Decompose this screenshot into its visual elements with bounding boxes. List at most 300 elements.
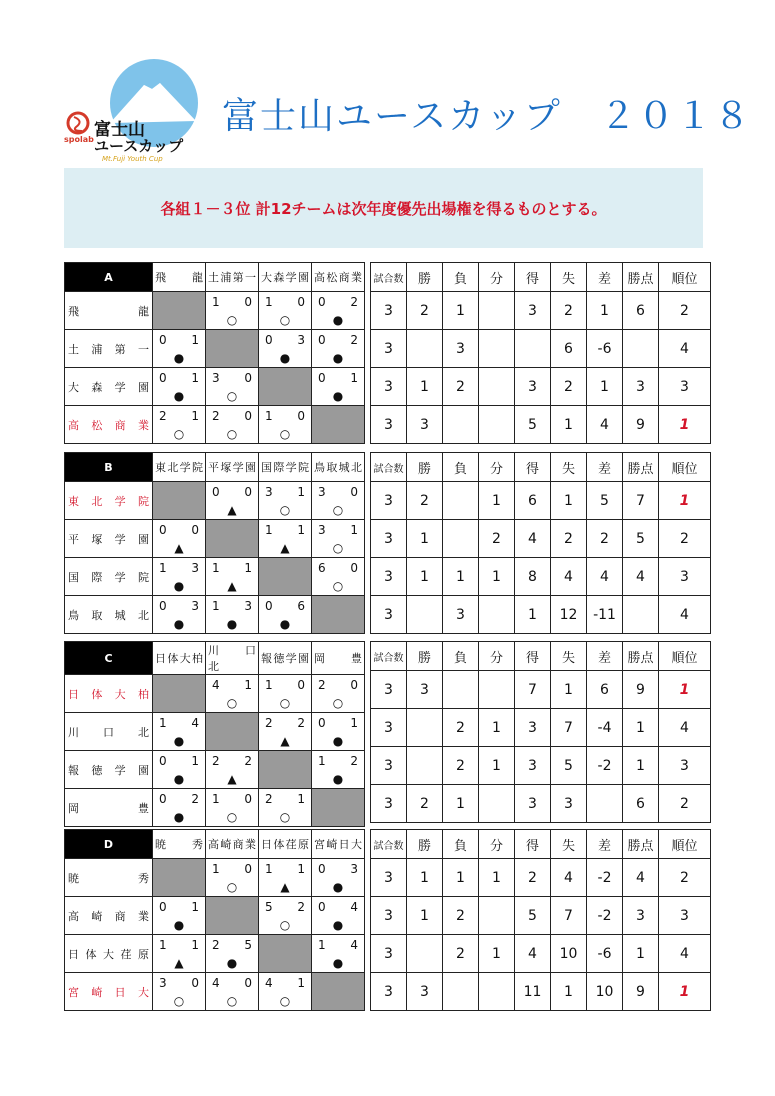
self-match-cell [312, 596, 365, 634]
rank-cell: 3 [659, 747, 711, 785]
rank-cell: 2 [659, 520, 711, 558]
match-matrix [64, 452, 365, 634]
column-team-name: 高崎商業 [206, 830, 259, 859]
standings-table [370, 262, 659, 444]
stat-cell [587, 785, 623, 823]
stat-cell: 6 [587, 671, 623, 709]
rank-cell: 2 [659, 785, 711, 823]
match-result [206, 973, 259, 1011]
match-matrix [64, 262, 365, 444]
header-ga: 失 [551, 263, 587, 292]
stat-cell: 1 [407, 368, 443, 406]
goals-for: 0 [159, 371, 167, 385]
standings-row [371, 596, 659, 634]
row-team-name: 東北学院 [65, 482, 153, 520]
rank-row [659, 973, 711, 1011]
goals-for: 1 [212, 792, 220, 806]
goals-against: 0 [244, 976, 252, 990]
goals-against: 1 [350, 371, 358, 385]
column-team-name: 日体荏原 [259, 830, 312, 859]
stat-cell: -6 [587, 330, 623, 368]
match-result [259, 713, 312, 751]
group-label: B [65, 453, 153, 482]
goals-against: 0 [244, 409, 252, 423]
logo-text-line2: ユースカップ [94, 137, 184, 155]
goals-for: 4 [265, 976, 273, 990]
stat-cell [407, 935, 443, 973]
stat-cell: 6 [623, 785, 659, 823]
goals-against: 2 [350, 295, 358, 309]
stat-cell: 1 [407, 558, 443, 596]
header-win: 勝 [407, 263, 443, 292]
rank-cell: 1 [659, 671, 711, 709]
stat-cell [479, 292, 515, 330]
column-team-name: 岡 豊 [312, 642, 365, 675]
column-team-name: 暁 秀 [153, 830, 206, 859]
goals-against: 0 [244, 485, 252, 499]
stat-cell: 5 [551, 747, 587, 785]
row-team-name: 土浦第一 [65, 330, 153, 368]
result-mark: ▲ [227, 503, 237, 517]
stat-cell: 4 [551, 859, 587, 897]
rank-row [659, 292, 711, 330]
header-played: 試合数 [371, 830, 407, 859]
result-mark: ● [332, 389, 344, 403]
match-result [153, 751, 206, 789]
standings-row [371, 482, 659, 520]
result-mark: ○ [173, 427, 185, 441]
header-draw: 分 [479, 263, 515, 292]
match-result [312, 558, 365, 596]
self-match-cell [259, 935, 312, 973]
goals-for: 0 [318, 862, 326, 876]
match-result [206, 751, 259, 789]
stat-cell: 1 [479, 747, 515, 785]
stat-cell: 3 [407, 406, 443, 444]
match-result [153, 935, 206, 973]
goals-against: 0 [350, 678, 358, 692]
stat-cell: 4 [515, 520, 551, 558]
stat-cell: 5 [623, 520, 659, 558]
stat-cell: 3 [515, 709, 551, 747]
stat-cell: 9 [623, 973, 659, 1011]
match-result [312, 292, 365, 330]
stat-cell: 7 [551, 709, 587, 747]
stat-cell [479, 785, 515, 823]
stat-cell: 3 [371, 596, 407, 634]
match-result [206, 859, 259, 897]
goals-for: 5 [265, 900, 273, 914]
standings-row [371, 330, 659, 368]
stat-cell: 3 [371, 785, 407, 823]
header-win: 勝 [407, 642, 443, 671]
match-result [259, 897, 312, 935]
match-result [153, 330, 206, 368]
team-row [65, 292, 365, 330]
rank-cell: 1 [659, 973, 711, 1011]
stat-cell: 2 [515, 859, 551, 897]
goals-against: 3 [191, 561, 199, 575]
header-played: 試合数 [371, 453, 407, 482]
column-team-name: 飛 龍 [153, 263, 206, 292]
self-match-cell [153, 482, 206, 520]
match-result [312, 368, 365, 406]
goals-against: 0 [244, 295, 252, 309]
stat-cell: 3 [371, 406, 407, 444]
goals-for: 1 [212, 561, 220, 575]
stat-cell: 4 [515, 935, 551, 973]
goals-for: 0 [159, 754, 167, 768]
match-result [259, 520, 312, 558]
row-team-name: 飛 龍 [65, 292, 153, 330]
header-win: 勝 [407, 453, 443, 482]
column-team-name: 鳥取城北 [312, 453, 365, 482]
column-team-name: 川 口 北 [206, 642, 259, 675]
self-match-cell [206, 520, 259, 558]
stat-cell: 2 [407, 482, 443, 520]
standings-row [371, 935, 659, 973]
stat-cell [443, 973, 479, 1011]
result-mark: ● [173, 351, 185, 365]
goals-against: 1 [191, 333, 199, 347]
column-team-name: 宮崎日大 [312, 830, 365, 859]
header-rank: 順位 [659, 453, 711, 482]
goals-for: 3 [318, 485, 326, 499]
goals-against: 3 [350, 862, 358, 876]
goals-against: 2 [297, 716, 305, 730]
header-ga: 失 [551, 453, 587, 482]
stat-cell [515, 330, 551, 368]
goals-against: 0 [244, 792, 252, 806]
result-mark: ● [332, 734, 344, 748]
match-result [206, 406, 259, 444]
header-loss: 負 [443, 263, 479, 292]
stat-cell [623, 596, 659, 634]
stat-cell: 3 [371, 859, 407, 897]
goals-against: 1 [297, 485, 305, 499]
team-row [65, 330, 365, 368]
goals-against: 1 [191, 371, 199, 385]
stat-cell: 1 [479, 482, 515, 520]
result-mark: ▲ [227, 772, 237, 786]
stat-cell: 1 [623, 747, 659, 785]
result-mark: ▲ [174, 541, 184, 555]
goals-for: 3 [212, 371, 220, 385]
rank-row [659, 785, 711, 823]
goals-for: 1 [212, 599, 220, 613]
stat-cell [623, 330, 659, 368]
result-mark: ○ [279, 503, 291, 517]
match-result [206, 558, 259, 596]
stat-cell: 1 [479, 859, 515, 897]
row-team-name: 川 口 北 [65, 713, 153, 751]
stat-cell: 2 [551, 292, 587, 330]
rank-row [659, 709, 711, 747]
stat-cell: 3 [623, 368, 659, 406]
team-row [65, 482, 365, 520]
self-match-cell [206, 330, 259, 368]
result-mark: ● [173, 734, 185, 748]
standings-table [370, 829, 659, 1011]
goals-against: 1 [297, 792, 305, 806]
match-result [206, 368, 259, 406]
stat-cell: 1 [479, 558, 515, 596]
self-match-cell [206, 897, 259, 935]
goals-for: 2 [212, 409, 220, 423]
column-team-name: 大森学園 [259, 263, 312, 292]
row-team-name: 国際学院 [65, 558, 153, 596]
goals-for: 1 [265, 523, 273, 537]
team-row [65, 935, 365, 973]
stat-cell: 10 [587, 973, 623, 1011]
rank-cell: 3 [659, 368, 711, 406]
goals-for: 6 [318, 561, 326, 575]
row-team-name: 鳥取城北 [65, 596, 153, 634]
self-match-cell [312, 973, 365, 1011]
goals-for: 0 [318, 371, 326, 385]
match-result [153, 897, 206, 935]
match-result [153, 789, 206, 827]
match-result [259, 859, 312, 897]
stat-cell: 3 [371, 558, 407, 596]
result-mark: ○ [279, 313, 291, 327]
stat-cell: 1 [407, 859, 443, 897]
stat-cell: 4 [551, 558, 587, 596]
goals-for: 2 [159, 409, 167, 423]
goals-against: 1 [191, 754, 199, 768]
match-result [312, 520, 365, 558]
header-rank: 順位 [659, 830, 711, 859]
rank-cell: 1 [659, 482, 711, 520]
column-team-name: 国際学院 [259, 453, 312, 482]
stat-cell: 1 [623, 935, 659, 973]
header-points: 勝点 [623, 263, 659, 292]
stat-cell [443, 482, 479, 520]
header-gf: 得 [515, 830, 551, 859]
self-match-cell [153, 859, 206, 897]
rank-row [659, 482, 711, 520]
stat-cell: 1 [551, 406, 587, 444]
goals-for: 4 [212, 678, 220, 692]
match-result [206, 482, 259, 520]
team-row [65, 751, 365, 789]
stat-cell: 6 [623, 292, 659, 330]
goals-for: 1 [265, 295, 273, 309]
stat-cell [479, 406, 515, 444]
rank-row [659, 859, 711, 897]
standings-row [371, 897, 659, 935]
rank-table [658, 262, 711, 444]
logo-brand: spolab [64, 135, 94, 144]
goals-for: 1 [265, 862, 273, 876]
stat-cell: 3 [515, 785, 551, 823]
stat-cell: 10 [551, 935, 587, 973]
goals-against: 1 [191, 938, 199, 952]
result-mark: ○ [226, 313, 238, 327]
rank-cell: 4 [659, 596, 711, 634]
result-mark: ○ [279, 918, 291, 932]
match-result [206, 789, 259, 827]
row-team-name: 高松商業 [65, 406, 153, 444]
stat-cell: 1 [587, 292, 623, 330]
notice-banner [64, 168, 703, 248]
stat-cell: 3 [515, 747, 551, 785]
goals-for: 0 [318, 333, 326, 347]
result-mark: ▲ [227, 579, 237, 593]
goals-against: 0 [244, 371, 252, 385]
header-ga: 失 [551, 642, 587, 671]
stat-cell [479, 596, 515, 634]
stat-cell: 3 [371, 671, 407, 709]
stat-cell: 2 [443, 747, 479, 785]
header-points: 勝点 [623, 642, 659, 671]
goals-against: 0 [191, 523, 199, 537]
match-result [259, 482, 312, 520]
goals-for: 1 [265, 409, 273, 423]
stat-cell: 1 [443, 785, 479, 823]
stat-cell: 2 [443, 935, 479, 973]
rank-row [659, 747, 711, 785]
goals-against: 4 [350, 938, 358, 952]
column-team-name: 報徳学園 [259, 642, 312, 675]
header-points: 勝点 [623, 453, 659, 482]
result-mark: ○ [226, 427, 238, 441]
header-draw: 分 [479, 453, 515, 482]
stat-cell: 1 [551, 671, 587, 709]
goals-against: 0 [297, 295, 305, 309]
goals-for: 0 [318, 295, 326, 309]
result-mark: ● [173, 579, 185, 593]
result-mark: ● [279, 617, 291, 631]
header-diff: 差 [587, 263, 623, 292]
team-row [65, 789, 365, 827]
standings-row [371, 558, 659, 596]
team-row [65, 859, 365, 897]
header-rank: 順位 [659, 642, 711, 671]
result-mark: ○ [226, 880, 238, 894]
stat-cell: 3 [371, 292, 407, 330]
row-team-name: 宮崎日大 [65, 973, 153, 1011]
team-row [65, 520, 365, 558]
goals-for: 0 [318, 900, 326, 914]
goals-against: 0 [244, 862, 252, 876]
stat-cell [443, 520, 479, 558]
result-mark: ● [332, 351, 344, 365]
match-result [312, 859, 365, 897]
goals-against: 2 [244, 754, 252, 768]
stat-cell: 2 [551, 520, 587, 558]
standings-row [371, 292, 659, 330]
goals-against: 5 [244, 938, 252, 952]
stat-cell: 5 [515, 897, 551, 935]
goals-against: 6 [297, 599, 305, 613]
stat-cell: 9 [623, 406, 659, 444]
stat-cell: 3 [371, 897, 407, 935]
match-result [312, 482, 365, 520]
match-result [312, 713, 365, 751]
rank-row [659, 330, 711, 368]
goals-against: 3 [297, 333, 305, 347]
stat-cell: 3 [443, 330, 479, 368]
row-team-name: 高崎商業 [65, 897, 153, 935]
match-result [259, 973, 312, 1011]
goals-against: 1 [191, 409, 199, 423]
goals-for: 1 [159, 561, 167, 575]
stat-cell: 1 [587, 368, 623, 406]
match-result [153, 973, 206, 1011]
match-matrix [64, 641, 365, 827]
stat-cell: 1 [551, 482, 587, 520]
match-result [312, 935, 365, 973]
result-mark: ▲ [280, 880, 290, 894]
column-team-name: 東北学院 [153, 453, 206, 482]
result-mark: ○ [279, 427, 291, 441]
rank-cell: 3 [659, 897, 711, 935]
goals-against: 2 [350, 333, 358, 347]
stat-cell: 3 [371, 330, 407, 368]
header-loss: 負 [443, 453, 479, 482]
stat-cell: 3 [371, 482, 407, 520]
result-mark: ○ [279, 810, 291, 824]
rank-row [659, 596, 711, 634]
stat-cell: 9 [623, 671, 659, 709]
goals-for: 0 [159, 599, 167, 613]
match-result [259, 330, 312, 368]
logo-subtitle: Mt.Fuji Youth Cup [102, 155, 163, 163]
self-match-cell [153, 292, 206, 330]
goals-for: 2 [212, 938, 220, 952]
goals-for: 3 [159, 976, 167, 990]
rank-table [658, 641, 711, 823]
match-result [312, 897, 365, 935]
header-rank: 順位 [659, 263, 711, 292]
stat-cell: 6 [515, 482, 551, 520]
header-win: 勝 [407, 830, 443, 859]
result-mark: ● [226, 617, 238, 631]
stat-cell: 2 [443, 709, 479, 747]
goals-against: 1 [297, 523, 305, 537]
stat-cell: 5 [587, 482, 623, 520]
goals-against: 2 [191, 792, 199, 806]
stat-cell: 4 [587, 406, 623, 444]
stat-cell: 3 [551, 785, 587, 823]
standings-row [371, 520, 659, 558]
header-diff: 差 [587, 642, 623, 671]
self-match-cell [259, 368, 312, 406]
standings-row [371, 973, 659, 1011]
header-gf: 得 [515, 263, 551, 292]
goals-against: 1 [297, 976, 305, 990]
rank-table [658, 829, 711, 1011]
stat-cell: -2 [587, 747, 623, 785]
goals-for: 4 [212, 976, 220, 990]
column-team-name: 高松商業 [312, 263, 365, 292]
match-result [206, 675, 259, 713]
stat-cell [407, 330, 443, 368]
result-mark: ● [173, 918, 185, 932]
self-match-cell [312, 789, 365, 827]
logo-text-line1: 富士山 [94, 120, 145, 140]
goals-against: 1 [191, 900, 199, 914]
standings-table [370, 452, 659, 634]
match-result [259, 292, 312, 330]
stat-cell: 3 [515, 292, 551, 330]
result-mark: ● [173, 389, 185, 403]
stat-cell: 3 [371, 368, 407, 406]
goals-against: 3 [191, 599, 199, 613]
stat-cell: 7 [551, 897, 587, 935]
goals-against: 1 [297, 862, 305, 876]
